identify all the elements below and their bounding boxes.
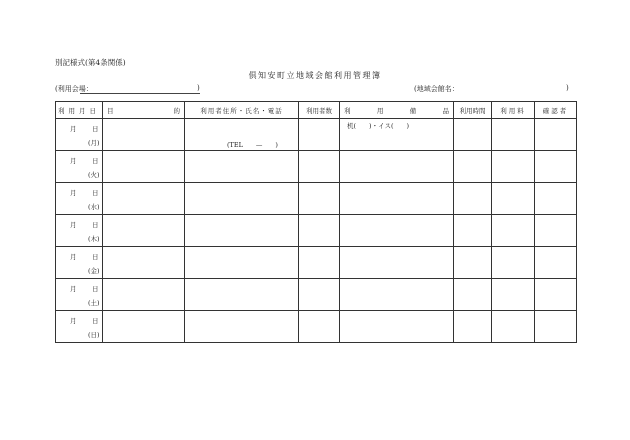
purpose-cell[interactable] [103, 151, 185, 183]
col-header-equipment-3: 備 [409, 106, 417, 115]
tel-placeholder: (TEL — ) [227, 141, 278, 149]
purpose-cell[interactable] [103, 279, 185, 311]
weekday-label: (木) [88, 235, 100, 243]
count-cell[interactable] [299, 247, 340, 279]
table-row [56, 311, 577, 343]
hall-name-label: (地域会館名： [414, 85, 459, 93]
weekday-label: (土) [88, 299, 100, 307]
col-header-purpose-right: 的 [173, 106, 180, 115]
equipment-cell[interactable] [340, 151, 454, 183]
col-header-user: 利用者住所・氏名・電話 [185, 102, 299, 119]
purpose-cell[interactable] [103, 247, 185, 279]
document-title: 倶知安町立地域会館利用管理簿 [248, 71, 382, 80]
equipment-placeholder: 机( )・イス( ) [347, 122, 410, 130]
count-cell[interactable] [299, 183, 340, 215]
equipment-cell[interactable] [340, 119, 454, 151]
col-header-purpose [103, 102, 185, 119]
purpose-cell[interactable] [103, 183, 185, 215]
date-cell[interactable] [56, 119, 103, 151]
date-cell[interactable] [56, 279, 103, 311]
month-label: 月 [70, 157, 77, 165]
user-cell[interactable] [185, 215, 299, 247]
confirmer-cell[interactable] [535, 215, 577, 247]
confirmer-cell[interactable] [535, 279, 577, 311]
col-header-confirmer: 確認者 [535, 102, 577, 119]
col-header-equipment-4: 品 [442, 106, 449, 115]
count-cell[interactable] [299, 151, 340, 183]
fee-cell[interactable] [492, 311, 535, 343]
month-day-label [70, 284, 99, 293]
confirmer-cell[interactable] [535, 311, 577, 343]
venue-close-paren: ) [197, 84, 200, 92]
user-cell[interactable] [185, 247, 299, 279]
equipment-cell[interactable] [340, 247, 454, 279]
purpose-cell[interactable] [103, 119, 185, 151]
time-cell[interactable] [454, 183, 492, 215]
month-day-label [70, 252, 99, 261]
fee-cell[interactable] [492, 119, 535, 151]
hall-name-close-paren: ) [566, 84, 569, 92]
date-cell[interactable] [56, 215, 103, 247]
form-annex-label: 別記様式(第4条関係) [55, 58, 126, 67]
col-header-purpose-left: 目 [107, 106, 114, 115]
month-day-label [70, 156, 99, 165]
table-row [56, 247, 577, 279]
confirmer-cell[interactable] [535, 183, 577, 215]
day-label: 日 [92, 317, 99, 325]
purpose-cell[interactable] [103, 311, 185, 343]
fee-cell[interactable] [492, 279, 535, 311]
time-cell[interactable] [454, 215, 492, 247]
month-label: 月 [70, 189, 77, 197]
count-cell[interactable] [299, 279, 340, 311]
weekday-label: (金) [88, 267, 100, 275]
col-header-fee: 利用料 [492, 102, 535, 119]
count-cell[interactable] [299, 119, 340, 151]
weekday-label: (水) [88, 203, 100, 211]
date-cell[interactable] [56, 151, 103, 183]
day-label: 日 [92, 189, 99, 197]
weekday-label: (月) [88, 139, 100, 147]
table-row [56, 215, 577, 247]
table-body [56, 119, 577, 343]
month-label: 月 [70, 125, 77, 133]
fee-cell[interactable] [492, 247, 535, 279]
col-header-equipment-1: 利 [344, 106, 351, 115]
fee-cell[interactable] [492, 215, 535, 247]
table-row [56, 119, 577, 151]
time-cell[interactable] [454, 151, 492, 183]
table-row [56, 183, 577, 215]
user-cell[interactable] [185, 151, 299, 183]
day-label: 日 [92, 285, 99, 293]
user-cell[interactable] [185, 119, 299, 151]
date-cell[interactable] [56, 247, 103, 279]
purpose-cell[interactable] [103, 215, 185, 247]
confirmer-cell[interactable] [535, 151, 577, 183]
month-day-label [70, 220, 99, 229]
count-cell[interactable] [299, 311, 340, 343]
table-row [56, 151, 577, 183]
day-label: 日 [92, 221, 99, 229]
equipment-cell[interactable] [340, 183, 454, 215]
fee-cell[interactable] [492, 151, 535, 183]
date-cell[interactable] [56, 311, 103, 343]
col-header-equipment [340, 102, 454, 119]
time-cell[interactable] [454, 279, 492, 311]
venue-underline [80, 93, 200, 94]
date-cell[interactable] [56, 183, 103, 215]
time-cell[interactable] [454, 311, 492, 343]
month-day-label [70, 124, 99, 133]
count-cell[interactable] [299, 215, 340, 247]
usage-log-table [55, 101, 577, 343]
confirmer-cell[interactable] [535, 247, 577, 279]
fee-cell[interactable] [492, 183, 535, 215]
time-cell[interactable] [454, 247, 492, 279]
weekday-label: (日) [88, 331, 100, 339]
header-row [56, 102, 577, 119]
day-label: 日 [92, 253, 99, 261]
col-header-count: 利用者数 [299, 102, 340, 119]
time-cell[interactable] [454, 119, 492, 151]
col-header-date: 利用月日 [56, 102, 103, 119]
table-row [56, 279, 577, 311]
month-label: 月 [70, 285, 77, 293]
day-label: 日 [92, 157, 99, 165]
equipment-cell[interactable] [340, 215, 454, 247]
month-label: 月 [70, 221, 77, 229]
venue-label: (利用会場： [55, 85, 93, 93]
weekday-label: (火) [88, 171, 100, 179]
equipment-cell[interactable] [340, 311, 454, 343]
col-header-equipment-2: 用 [376, 106, 384, 115]
user-cell[interactable] [185, 279, 299, 311]
user-cell[interactable] [185, 311, 299, 343]
confirmer-cell[interactable] [535, 119, 577, 151]
month-day-label [70, 188, 99, 197]
month-label: 月 [70, 253, 77, 261]
col-header-time: 利用時間 [454, 102, 492, 119]
day-label: 日 [92, 125, 99, 133]
equipment-cell[interactable] [340, 279, 454, 311]
month-label: 月 [70, 317, 77, 325]
month-day-label [70, 316, 99, 325]
user-cell[interactable] [185, 183, 299, 215]
